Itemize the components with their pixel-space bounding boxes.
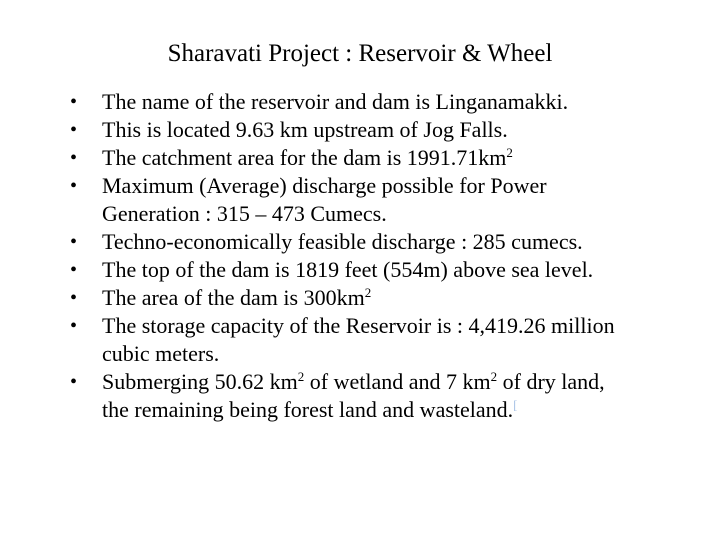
bullet-item xyxy=(0,228,720,256)
bullet-dot: • xyxy=(70,119,78,141)
slide-title: Sharavati Project : Reservoir & Wheel xyxy=(167,40,553,67)
superscript: 2 xyxy=(490,369,498,384)
bullet-dot: • xyxy=(70,259,78,281)
bullet-dot: • xyxy=(70,147,78,169)
bullet-text: The name of the reservoir and dam is Linganamakki. xyxy=(102,89,569,114)
bullet-text-line2: cubic meters. xyxy=(102,341,220,366)
bullet-text-part3: of dry land, xyxy=(497,369,605,394)
bullet-text-line2: Generation : 315 – 473 Cumecs. xyxy=(102,201,387,226)
bullet-text-line1: Maximum (Average) discharge possible for Power xyxy=(102,173,547,198)
bullet-text-part1: Submerging 50.62 km xyxy=(102,369,298,394)
bullet-list xyxy=(0,88,720,424)
bullet-item xyxy=(0,284,720,312)
reference-link[interactable]: [ xyxy=(513,397,518,412)
bullet-item xyxy=(0,368,720,424)
bullet-item xyxy=(0,88,720,116)
bullet-text: This is located 9.63 km upstream of Jog Falls. xyxy=(102,117,508,142)
bullet-text: The area of the dam is 300km xyxy=(102,285,365,310)
superscript: 2 xyxy=(297,369,305,384)
bullet-dot: • xyxy=(70,231,78,253)
bullet-text-part2: of wetland and 7 km xyxy=(304,369,491,394)
bullet-text: The top of the dam is 1819 feet (554m) above sea level. xyxy=(102,257,594,282)
bullet-item xyxy=(0,144,720,172)
superscript: 2 xyxy=(364,285,372,300)
bullet-item xyxy=(0,256,720,284)
bullet-text: Techno-economically feasible discharge : 285 cumecs. xyxy=(102,229,583,254)
bullet-dot: • xyxy=(70,315,78,337)
bullet-dot: • xyxy=(70,175,78,197)
superscript: 2 xyxy=(506,145,513,160)
bullet-text: The catchment area for the dam is 1991.71km xyxy=(102,145,507,170)
bullet-item xyxy=(0,116,720,144)
bullet-text-line1: The storage capacity of the Reservoir is : 4,419.26 million xyxy=(102,313,615,338)
bullet-item xyxy=(0,172,720,228)
bullet-text-line2: the remaining being forest land and wasteland. xyxy=(102,397,514,422)
bullet-dot: • xyxy=(70,91,78,113)
bullet-dot: • xyxy=(70,371,78,393)
bullet-item xyxy=(0,312,720,368)
bullet-dot: • xyxy=(70,287,78,309)
